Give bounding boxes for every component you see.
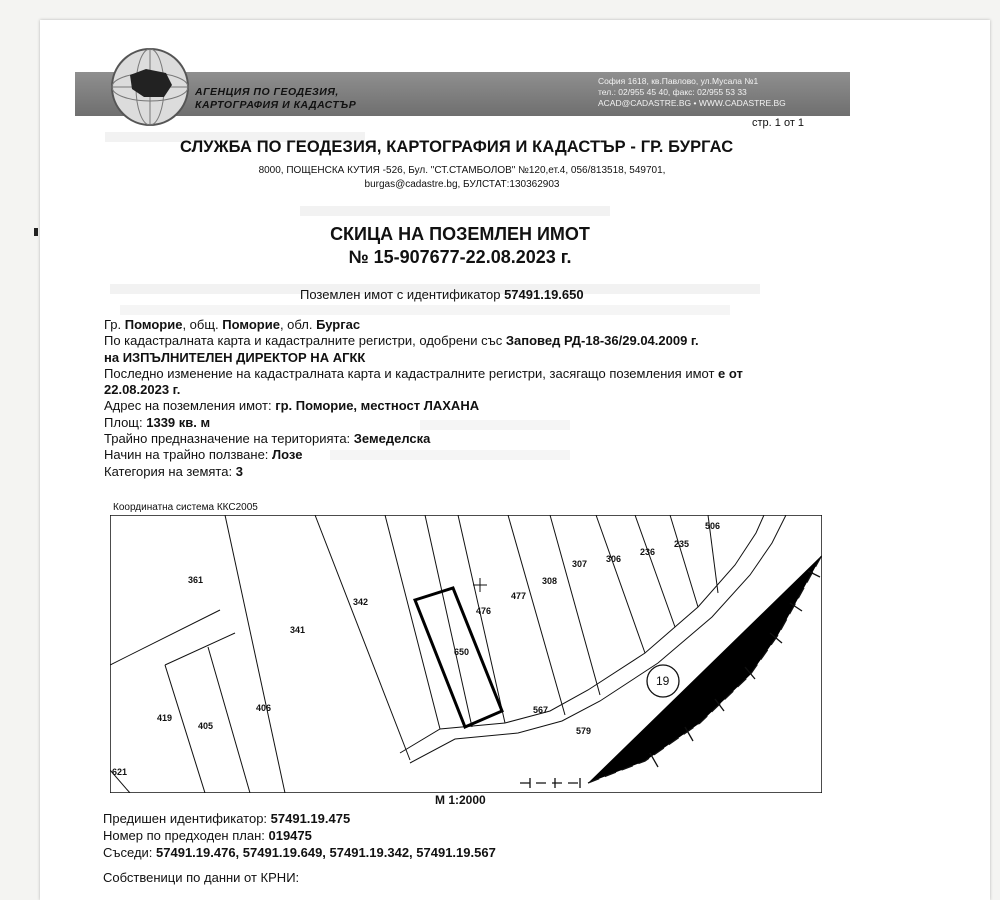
- property-identifier-line: Поземлен имот с идентификатор 57491.19.650: [300, 287, 584, 302]
- parcel-label-476: 476: [476, 606, 492, 616]
- parcel-label-342: 342: [353, 597, 369, 607]
- footer-info: [103, 810, 496, 886]
- usage-line: Начин на трайно ползване: Лозе: [104, 447, 303, 463]
- parcel-label-477: 477: [511, 591, 527, 601]
- parcel-label-506: 506: [705, 521, 721, 531]
- document-title: СКИЦА НА ПОЗЕМЛЕН ИМОТ № 15-907677-22.08.2023 г.: [330, 224, 590, 267]
- parcel-label-567: 567: [533, 705, 549, 715]
- agency-globe-logo: [108, 45, 192, 129]
- parcel-label-405: 405: [198, 721, 214, 731]
- previous-plan-line: Номер по предходен план: 019475: [103, 828, 312, 843]
- agency-name: АГЕНЦИЯ ПО ГЕОДЕЗИЯ, КАРТОГРАФИЯ И КАДАСТЪР: [195, 86, 357, 111]
- parcel-label-419: 419: [157, 713, 173, 723]
- parcel-label-621: 621: [112, 767, 128, 777]
- last-change-date: 22.08.2023 г.: [104, 382, 181, 398]
- category-line: Категория на земята: 3: [104, 463, 243, 479]
- parcel-label-236: 236: [640, 547, 656, 557]
- purpose-line: Трайно предназначение на територията: Земеделска: [104, 431, 431, 447]
- service-address: 8000, ПОЩЕНСКА КУТИЯ -526, Бул. "СТ.СТАМБОЛОВ" №120,ет.4, 056/813518, 549701, burgas@cadastre.bg, БУЛСТАТ:130362903: [258, 165, 666, 190]
- parcel-label-306: 306: [606, 554, 622, 564]
- agency-contact: София 1618, кв.Павлово, ул.Мусала №1 тел.: 02/955 45 40, факс: 02/955 53 33 ACAD@CADASTRE.BG • WWW.CADASTRE.BG: [598, 76, 786, 108]
- parcel-label-307: 307: [572, 559, 588, 569]
- show-through: [300, 206, 610, 216]
- property-info: [104, 317, 844, 480]
- approval-line: По кадастралната карта и кадастралните регистри, одобрени със Заповед РД-18-36/29.04.2009 г.: [104, 333, 699, 349]
- parcel-label-579: 579: [576, 726, 592, 736]
- binder-mark: [34, 228, 38, 236]
- parcel-label-235: 235: [674, 539, 690, 549]
- previous-identifier-line: Предишен идентификатор: 57491.19.475: [103, 811, 351, 826]
- owners-label: Собственици по данни от КРНИ:: [103, 870, 300, 885]
- area-line: Площ: 1339 кв. м: [104, 414, 211, 430]
- cadastral-sketch-map: [110, 515, 822, 793]
- last-change-line: Последно изменение на кадастралната карта и кадастралните регистри, засягащо поземления имот е от: [104, 365, 743, 381]
- show-through: [120, 305, 730, 315]
- location-line: Гр. Поморие, общ. Поморие, обл. Бургас: [104, 317, 361, 332]
- coordinate-system-label: Координатна система ККС2005: [113, 502, 258, 513]
- parcel-label-650: 650: [454, 647, 470, 657]
- parcel-label-308: 308: [542, 576, 558, 586]
- service-title: СЛУЖБА ПО ГЕОДЕЗИЯ, КАРТОГРАФИЯ И КАДАСТЪР - ГР. БУРГАС: [180, 138, 734, 156]
- page-number: стр. 1 от 1: [752, 117, 805, 129]
- approval-authority: на ИЗПЪЛНИТЕЛЕН ДИРЕКТОР НА АГКК: [104, 349, 366, 365]
- address-line: Адрес на поземления имот: гр. Поморие, местност ЛАХАНА: [104, 398, 480, 414]
- parcel-label-406: 406: [256, 703, 272, 713]
- parcel-label-361: 361: [188, 575, 204, 585]
- circled-label-19: 19: [656, 674, 670, 688]
- property-identifier: 57491.19.650: [504, 287, 584, 302]
- map-scale: М 1:2000: [435, 793, 486, 807]
- neighbors-line: Съседи: 57491.19.476, 57491.19.649, 57491.19.342, 57491.19.567: [103, 845, 496, 860]
- parcel-label-341: 341: [290, 625, 306, 635]
